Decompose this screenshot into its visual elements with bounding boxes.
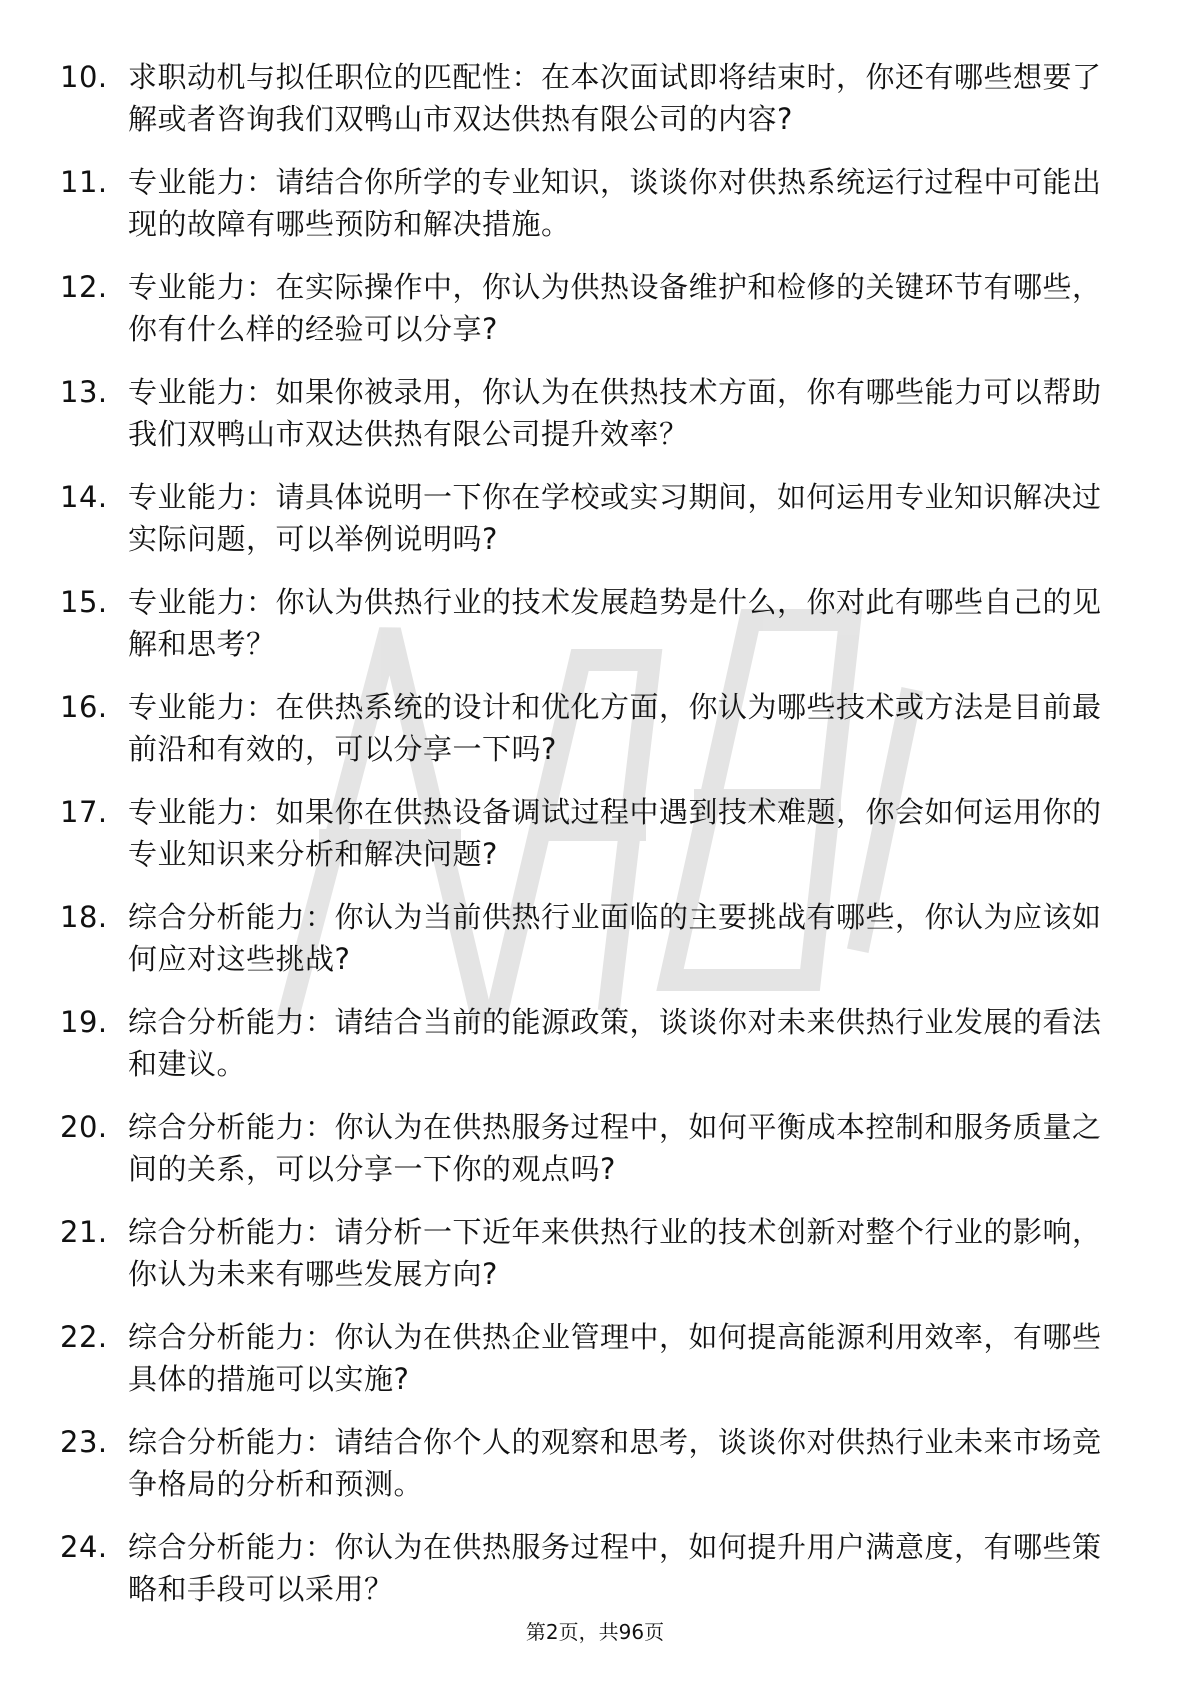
question-text: 专业能力：请具体说明一下你在学校或实习期间，如何运用专业知识解决过实际问题，可以举例说明吗? <box>128 480 1102 556</box>
question-text: 综合分析能力：请结合当前的能源政策，谈谈你对未来供热行业发展的看法和建议。 <box>128 1005 1102 1081</box>
question-text: 综合分析能力：你认为当前供热行业面临的主要挑战有哪些，你认为应该如何应对这些挑战? <box>128 900 1102 976</box>
question-text: 专业能力：如果你被录用，你认为在供热技术方面，你有哪些能力可以帮助我们双鸭山市双达供热有限公司提升效率？ <box>128 375 1102 451</box>
question-number: 22. <box>60 1320 108 1354</box>
question-list <box>60 56 1120 1631</box>
question-item <box>60 896 1120 980</box>
question-text: 求职动机与拟任职位的匹配性：在本次面试即将结束时，你还有哪些想要了解或者咨询我们双鸭山市双达供热有限公司的内容? <box>128 60 1102 136</box>
question-item <box>60 1421 1120 1505</box>
question-number: 17. <box>60 795 108 829</box>
question-item <box>60 1001 1120 1085</box>
question-item <box>60 1211 1120 1295</box>
question-item <box>60 581 1120 665</box>
question-text: 专业能力：在实际操作中，你认为供热设备维护和检修的关键环节有哪些，你有什么样的经验可以分享? <box>128 270 1102 346</box>
question-number: 23. <box>60 1425 108 1459</box>
question-item <box>60 266 1120 350</box>
question-number: 15. <box>60 585 108 619</box>
question-number: 18. <box>60 900 108 934</box>
page-number-footer: 第2页，共96页 <box>525 1620 665 1644</box>
question-text: 综合分析能力：你认为在供热企业管理中，如何提高能源利用效率，有哪些具体的措施可以实施? <box>128 1320 1102 1396</box>
question-number: 19. <box>60 1005 108 1039</box>
question-item <box>60 1106 1120 1190</box>
question-number: 20. <box>60 1110 108 1144</box>
question-item <box>60 686 1120 770</box>
question-number: 14. <box>60 480 108 514</box>
question-item <box>60 1526 1120 1610</box>
question-item <box>60 56 1120 140</box>
question-number: 21. <box>60 1215 108 1249</box>
question-text: 综合分析能力：请分析一下近年来供热行业的技术创新对整个行业的影响，你认为未来有哪些发展方向? <box>128 1215 1102 1291</box>
question-text: 专业能力：在供热系统的设计和优化方面，你认为哪些技术或方法是目前最前沿和有效的，可以分享一下吗? <box>128 690 1102 766</box>
question-number: 24. <box>60 1530 108 1564</box>
question-text: 综合分析能力：你认为在供热服务过程中，如何提升用户满意度，有哪些策略和手段可以采用？ <box>128 1530 1102 1606</box>
question-text: 专业能力：请结合你所学的专业知识，谈谈你对供热系统运行过程中可能出现的故障有哪些预防和解决措施。 <box>128 165 1102 241</box>
question-number: 13. <box>60 375 108 409</box>
question-text: 专业能力：如果你在供热设备调试过程中遇到技术难题，你会如何运用你的专业知识来分析和解决问题? <box>128 795 1102 871</box>
question-item <box>60 1316 1120 1400</box>
question-number: 11. <box>60 165 108 199</box>
question-number: 12. <box>60 270 108 304</box>
question-number: 10. <box>60 60 108 94</box>
question-item <box>60 791 1120 875</box>
question-text: 综合分析能力：你认为在供热服务过程中，如何平衡成本控制和服务质量之间的关系，可以分享一下你的观点吗? <box>128 1110 1102 1186</box>
question-text: 综合分析能力：请结合你个人的观察和思考，谈谈你对供热行业未来市场竞争格局的分析和预测。 <box>128 1425 1102 1501</box>
question-item <box>60 476 1120 560</box>
question-item <box>60 371 1120 455</box>
question-number: 16. <box>60 690 108 724</box>
question-item <box>60 161 1120 245</box>
question-text: 专业能力：你认为供热行业的技术发展趋势是什么，你对此有哪些自己的见解和思考？ <box>128 585 1102 661</box>
